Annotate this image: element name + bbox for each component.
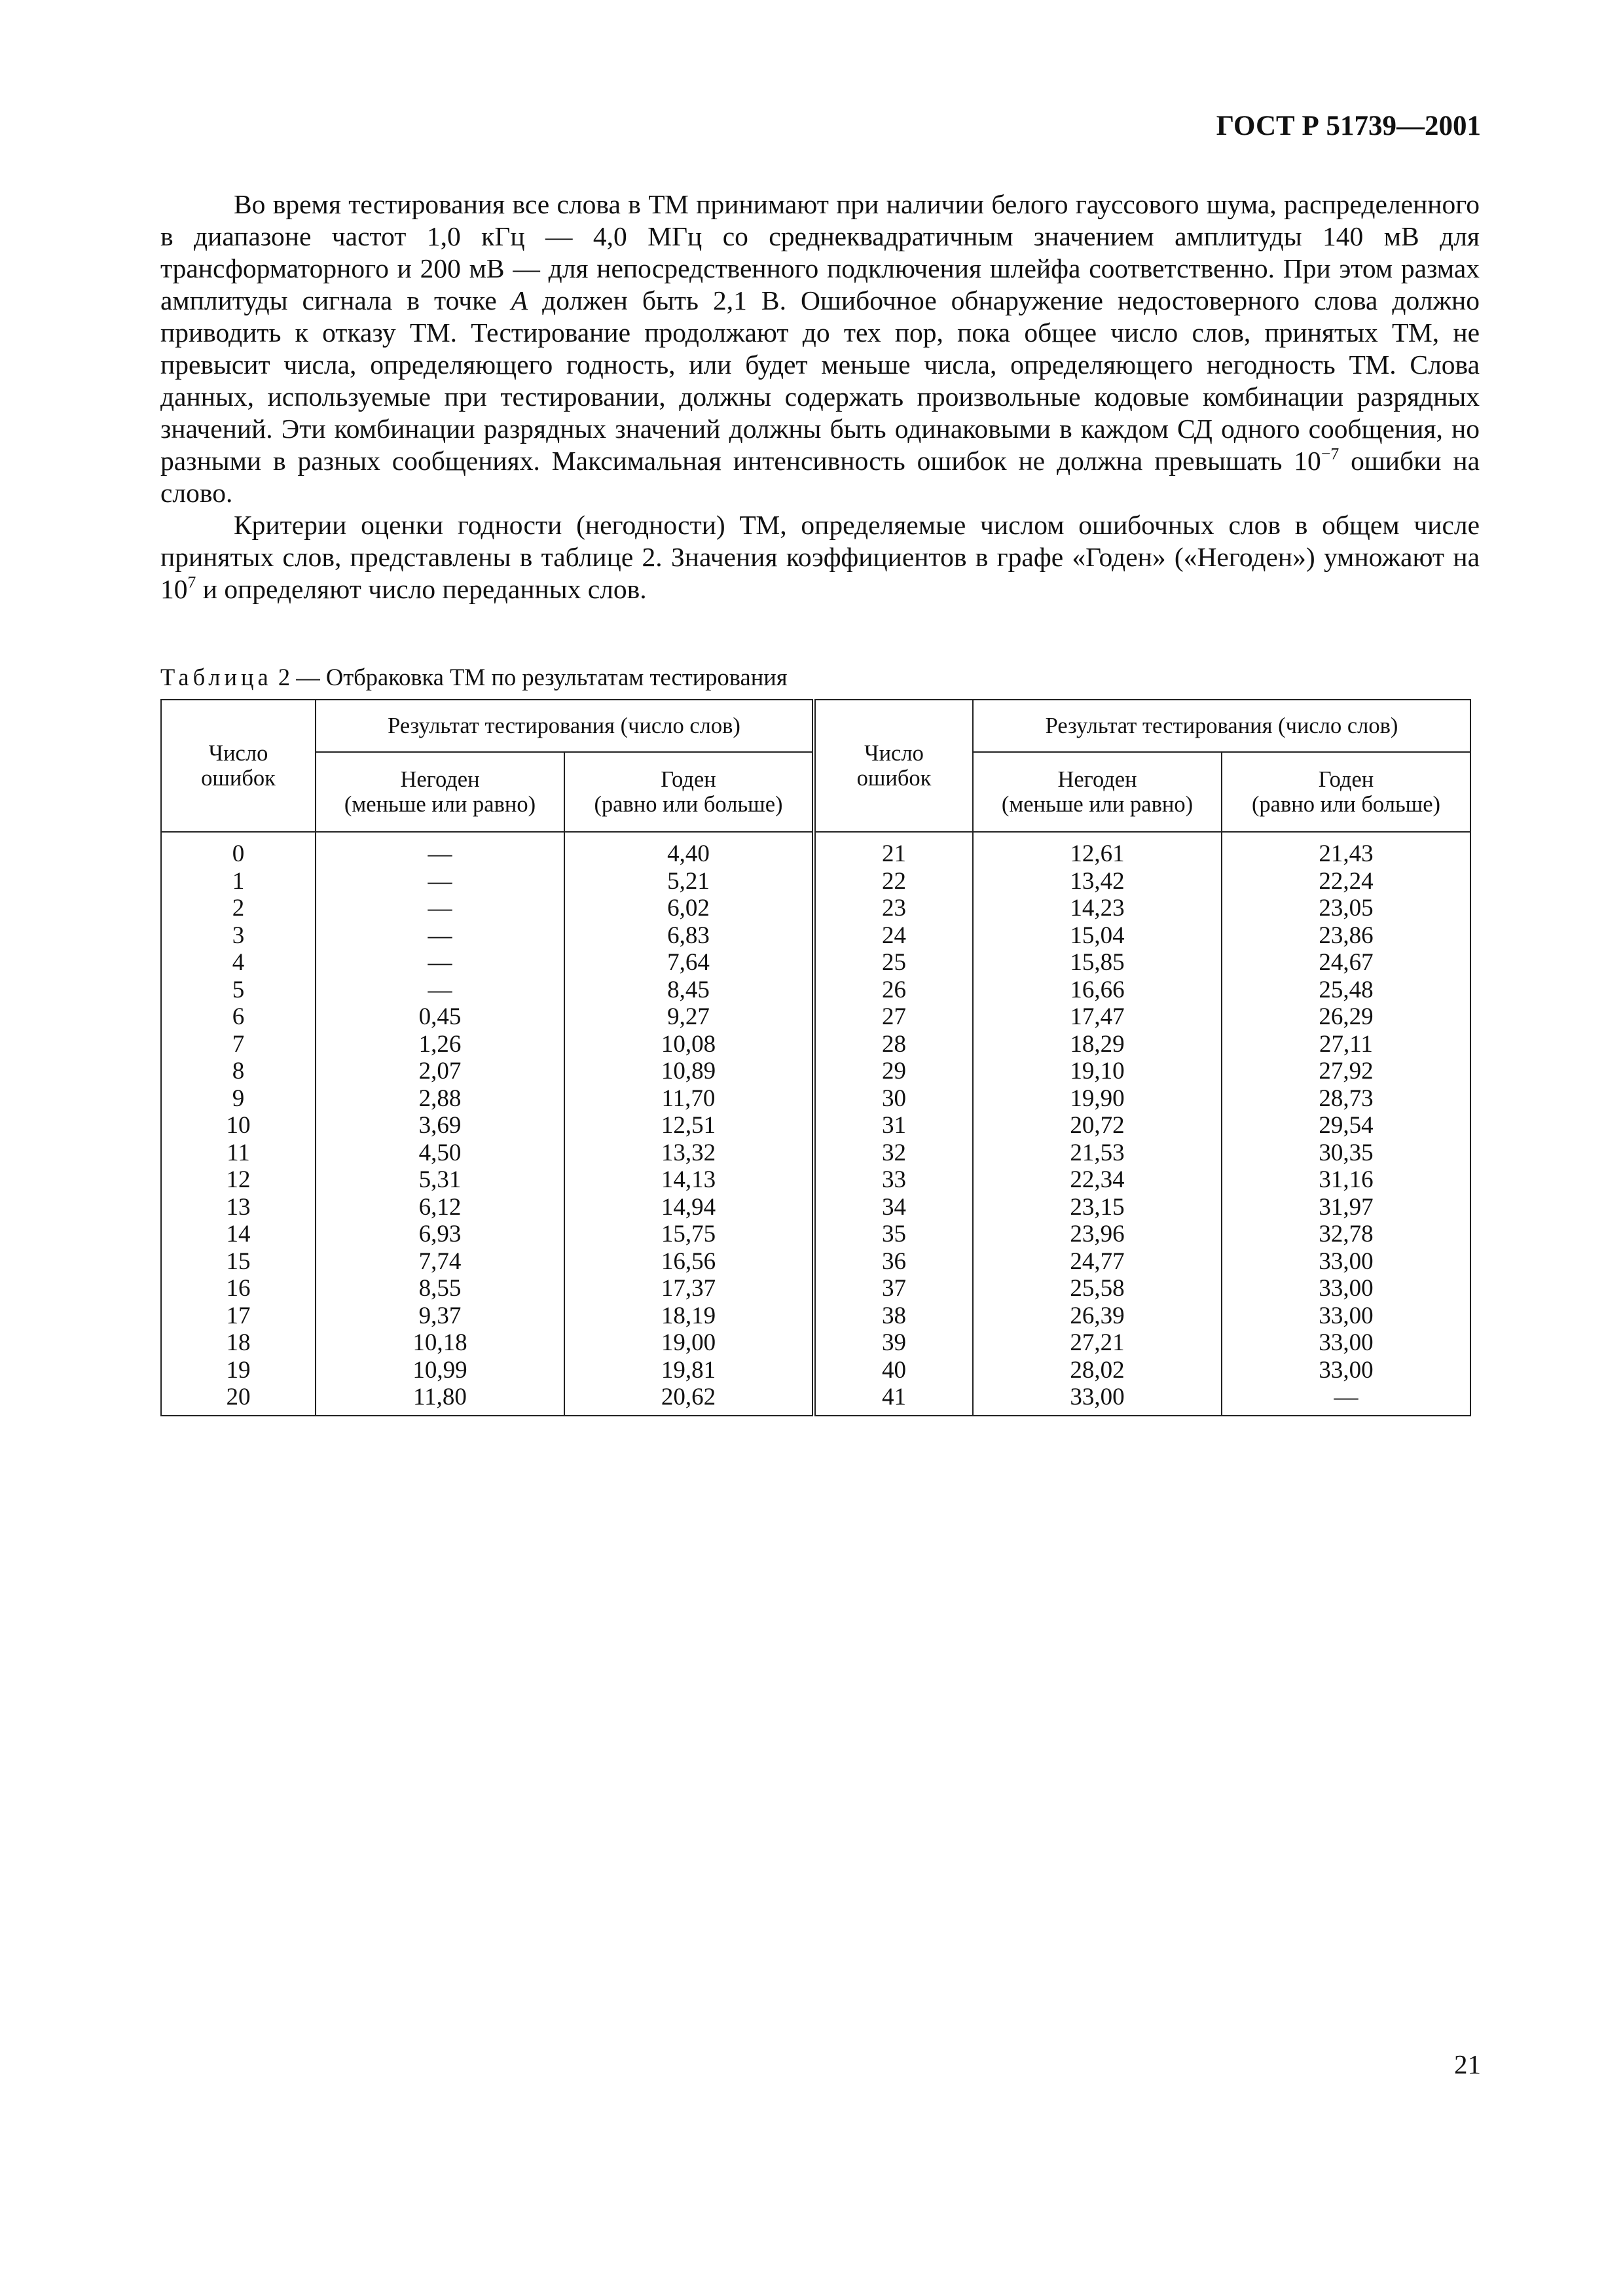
cell-errors: 22 bbox=[814, 868, 973, 895]
cell-errors: 35 bbox=[814, 1221, 973, 1248]
cell-fail: 2,07 bbox=[316, 1058, 564, 1085]
table-row bbox=[161, 977, 1470, 1004]
cell-errors: 28 bbox=[814, 1031, 973, 1058]
cell-fail: 27,21 bbox=[973, 1329, 1222, 1357]
table-caption bbox=[160, 663, 788, 692]
cell-errors: 37 bbox=[814, 1275, 973, 1302]
table-row bbox=[161, 1194, 1470, 1221]
cell-pass: 12,51 bbox=[564, 1112, 814, 1139]
table-row bbox=[161, 1031, 1470, 1058]
cell-errors: 13 bbox=[161, 1194, 316, 1221]
header-fail-label: Негоден bbox=[1057, 767, 1137, 792]
cell-errors: 29 bbox=[814, 1058, 973, 1085]
cell-fail: — bbox=[316, 895, 564, 922]
cell-pass: 28,73 bbox=[1222, 1085, 1470, 1113]
table-row bbox=[161, 1329, 1470, 1357]
cell-errors: 7 bbox=[161, 1031, 316, 1058]
cell-fail: 6,93 bbox=[316, 1221, 564, 1248]
text-run: ошибки на слово. bbox=[160, 446, 1480, 508]
header-result: Результат тестирования (число слов) bbox=[316, 700, 814, 752]
cell-errors: 27 bbox=[814, 1003, 973, 1031]
header-pass-sub: (равно или больше) bbox=[1251, 792, 1441, 817]
cell-pass: 5,21 bbox=[564, 868, 814, 895]
header-pass-sub: (равно или больше) bbox=[594, 792, 783, 817]
cell-errors: 1 bbox=[161, 868, 316, 895]
table-row bbox=[161, 1003, 1470, 1031]
table-row bbox=[161, 1058, 1470, 1085]
header-result: Результат тестирования (число слов) bbox=[973, 700, 1470, 752]
cell-errors: 11 bbox=[161, 1139, 316, 1167]
cell-fail: 17,47 bbox=[973, 1003, 1222, 1031]
cell-errors: 2 bbox=[161, 895, 316, 922]
table-row bbox=[161, 1139, 1470, 1167]
cell-pass: 21,43 bbox=[1222, 832, 1470, 868]
rejection-table bbox=[160, 699, 1471, 1416]
page-number: 21 bbox=[1454, 2049, 1481, 2079]
cell-pass: 31,16 bbox=[1222, 1166, 1470, 1194]
cell-fail: 18,29 bbox=[973, 1031, 1222, 1058]
cell-pass: 33,00 bbox=[1222, 1302, 1470, 1330]
cell-fail: 24,77 bbox=[973, 1248, 1222, 1276]
header-fail-sub: (меньше или равно) bbox=[344, 792, 536, 817]
cell-pass: 33,00 bbox=[1222, 1248, 1470, 1276]
cell-fail: 8,55 bbox=[316, 1275, 564, 1302]
point-label: А bbox=[511, 285, 528, 315]
table-row bbox=[161, 1384, 1470, 1416]
header-pass-label: Годен bbox=[1318, 767, 1374, 792]
cell-fail: 19,10 bbox=[973, 1058, 1222, 1085]
table-row bbox=[161, 1357, 1470, 1384]
cell-fail: 26,39 bbox=[973, 1302, 1222, 1330]
cell-pass: 10,08 bbox=[564, 1031, 814, 1058]
cell-pass: 17,37 bbox=[564, 1275, 814, 1302]
cell-errors: 38 bbox=[814, 1302, 973, 1330]
cell-pass: 27,11 bbox=[1222, 1031, 1470, 1058]
cell-pass: 33,00 bbox=[1222, 1357, 1470, 1384]
table-row bbox=[161, 1275, 1470, 1302]
cell-pass: 23,86 bbox=[1222, 922, 1470, 950]
cell-pass: 16,56 bbox=[564, 1248, 814, 1276]
cell-pass: 27,92 bbox=[1222, 1058, 1470, 1085]
cell-fail: 23,96 bbox=[973, 1221, 1222, 1248]
cell-fail: 9,37 bbox=[316, 1302, 564, 1330]
cell-errors: 34 bbox=[814, 1194, 973, 1221]
cell-pass: 33,00 bbox=[1222, 1329, 1470, 1357]
cell-errors: 41 bbox=[814, 1384, 973, 1416]
cell-pass: — bbox=[1222, 1384, 1470, 1416]
cell-pass: 25,48 bbox=[1222, 977, 1470, 1004]
cell-errors: 0 bbox=[161, 832, 316, 868]
header-errors: Число ошибок bbox=[814, 700, 973, 832]
document-id-header: ГОСТ Р 51739—2001 bbox=[1216, 111, 1481, 141]
cell-errors: 10 bbox=[161, 1112, 316, 1139]
cell-errors: 26 bbox=[814, 977, 973, 1004]
header-fail bbox=[316, 752, 564, 832]
cell-pass: 6,02 bbox=[564, 895, 814, 922]
cell-fail: 33,00 bbox=[973, 1384, 1222, 1416]
cell-pass: 9,27 bbox=[564, 1003, 814, 1031]
cell-errors: 25 bbox=[814, 949, 973, 977]
cell-fail: 25,58 bbox=[973, 1275, 1222, 1302]
cell-errors: 32 bbox=[814, 1139, 973, 1167]
exponent: −7 bbox=[1321, 444, 1340, 463]
table-row bbox=[161, 868, 1470, 895]
cell-pass: 30,35 bbox=[1222, 1139, 1470, 1167]
cell-errors: 12 bbox=[161, 1166, 316, 1194]
cell-fail: 14,23 bbox=[973, 895, 1222, 922]
cell-errors: 16 bbox=[161, 1275, 316, 1302]
cell-pass: 26,29 bbox=[1222, 1003, 1470, 1031]
text-run: должен быть 2,1 В. Ошибочное обнаружение недостоверного слова должно приводить к отказу ТМ. Тестирование продолжают до тех пор, пока общее число слов, принятых ТМ, не превысит числа, определяющего годность, или будет меньше числа, определяющего негодность ТМ. Слова данных, используемые при тестировании, должны содержать произвольные кодовые комбинации разрядных значений. Эти комбинации разрядных значений должны быть одинаковыми в каждом СД одного сообщения, но разными в разных сообщениях. Максимальная интенсивность ошибок не должна превышать 10 bbox=[160, 285, 1480, 476]
cell-fail: 19,90 bbox=[973, 1085, 1222, 1113]
table-row bbox=[161, 922, 1470, 950]
cell-fail: 6,12 bbox=[316, 1194, 564, 1221]
body-text bbox=[160, 188, 1480, 605]
cell-pass: 18,19 bbox=[564, 1302, 814, 1330]
cell-fail: — bbox=[316, 868, 564, 895]
cell-fail: 16,66 bbox=[973, 977, 1222, 1004]
cell-pass: 13,32 bbox=[564, 1139, 814, 1167]
cell-pass: 6,83 bbox=[564, 922, 814, 950]
cell-fail: 20,72 bbox=[973, 1112, 1222, 1139]
cell-fail: — bbox=[316, 949, 564, 977]
cell-errors: 6 bbox=[161, 1003, 316, 1031]
cell-errors: 40 bbox=[814, 1357, 973, 1384]
cell-pass: 19,81 bbox=[564, 1357, 814, 1384]
cell-pass: 10,89 bbox=[564, 1058, 814, 1085]
cell-pass: 8,45 bbox=[564, 977, 814, 1004]
cell-errors: 15 bbox=[161, 1248, 316, 1276]
table-row bbox=[161, 1248, 1470, 1276]
header-fail-label: Негоден bbox=[400, 767, 480, 792]
cell-pass: 15,75 bbox=[564, 1221, 814, 1248]
header-errors: Число ошибок bbox=[161, 700, 316, 832]
cell-pass: 4,40 bbox=[564, 832, 814, 868]
cell-fail: 23,15 bbox=[973, 1194, 1222, 1221]
table-row bbox=[161, 1112, 1470, 1139]
table-row bbox=[161, 1085, 1470, 1113]
cell-fail: — bbox=[316, 832, 564, 868]
table-row bbox=[161, 895, 1470, 922]
cell-fail: 1,26 bbox=[316, 1031, 564, 1058]
header-fail-sub: (меньше или равно) bbox=[1001, 792, 1194, 817]
cell-errors: 3 bbox=[161, 922, 316, 950]
cell-errors: 20 bbox=[161, 1384, 316, 1416]
table-caption-title: 2 — Отбраковка ТМ по результатам тестирования bbox=[272, 664, 788, 691]
cell-fail: 3,69 bbox=[316, 1112, 564, 1139]
cell-pass: 7,64 bbox=[564, 949, 814, 977]
cell-errors: 36 bbox=[814, 1248, 973, 1276]
cell-errors: 9 bbox=[161, 1085, 316, 1113]
cell-errors: 33 bbox=[814, 1166, 973, 1194]
table-row bbox=[161, 1166, 1470, 1194]
cell-fail: 10,99 bbox=[316, 1357, 564, 1384]
cell-errors: 31 bbox=[814, 1112, 973, 1139]
cell-errors: 4 bbox=[161, 949, 316, 977]
paragraph-testing-conditions bbox=[160, 188, 1480, 509]
header-pass-label: Годен bbox=[661, 767, 716, 792]
cell-errors: 5 bbox=[161, 977, 316, 1004]
cell-errors: 8 bbox=[161, 1058, 316, 1085]
header-pass bbox=[564, 752, 814, 832]
table-row bbox=[161, 1221, 1470, 1248]
cell-fail: — bbox=[316, 922, 564, 950]
cell-fail: 28,02 bbox=[973, 1357, 1222, 1384]
table-row bbox=[161, 1302, 1470, 1330]
paragraph-criteria bbox=[160, 509, 1480, 605]
cell-errors: 17 bbox=[161, 1302, 316, 1330]
cell-pass: 23,05 bbox=[1222, 895, 1470, 922]
cell-fail: 4,50 bbox=[316, 1139, 564, 1167]
cell-pass: 14,13 bbox=[564, 1166, 814, 1194]
table-row bbox=[161, 832, 1470, 868]
text-run: и определяют число переданных слов. bbox=[196, 574, 647, 604]
cell-fail: 7,74 bbox=[316, 1248, 564, 1276]
cell-fail: 15,85 bbox=[973, 949, 1222, 977]
table-caption-word: Таблица bbox=[160, 664, 272, 691]
cell-errors: 18 bbox=[161, 1329, 316, 1357]
cell-pass: 31,97 bbox=[1222, 1194, 1470, 1221]
cell-pass: 20,62 bbox=[564, 1384, 814, 1416]
cell-fail: 22,34 bbox=[973, 1166, 1222, 1194]
cell-errors: 23 bbox=[814, 895, 973, 922]
cell-fail: 10,18 bbox=[316, 1329, 564, 1357]
table-body bbox=[161, 832, 1470, 1416]
cell-errors: 19 bbox=[161, 1357, 316, 1384]
header-fail bbox=[973, 752, 1222, 832]
cell-fail: — bbox=[316, 977, 564, 1004]
cell-fail: 12,61 bbox=[973, 832, 1222, 868]
cell-fail: 5,31 bbox=[316, 1166, 564, 1194]
cell-errors: 39 bbox=[814, 1329, 973, 1357]
cell-pass: 29,54 bbox=[1222, 1112, 1470, 1139]
cell-errors: 14 bbox=[161, 1221, 316, 1248]
cell-fail: 2,88 bbox=[316, 1085, 564, 1113]
cell-pass: 33,00 bbox=[1222, 1275, 1470, 1302]
cell-pass: 32,78 bbox=[1222, 1221, 1470, 1248]
cell-pass: 24,67 bbox=[1222, 949, 1470, 977]
cell-errors: 30 bbox=[814, 1085, 973, 1113]
cell-pass: 11,70 bbox=[564, 1085, 814, 1113]
cell-fail: 0,45 bbox=[316, 1003, 564, 1031]
cell-pass: 14,94 bbox=[564, 1194, 814, 1221]
table-row bbox=[161, 949, 1470, 977]
exponent: 7 bbox=[187, 572, 196, 592]
cell-pass: 19,00 bbox=[564, 1329, 814, 1357]
cell-errors: 21 bbox=[814, 832, 973, 868]
cell-fail: 21,53 bbox=[973, 1139, 1222, 1167]
text-run: Во время тестирования все слова в ТМ принимают при наличии белого гауссового шума, распределенного в диапазоне частот 1,0 кГц — 4,0 МГц со среднеквадратичным значением амплитуды 140 мВ для трансформаторного и 200 мВ — для непосредственного подключения шлейфа соответственно. При этом размах амплитуды сигнала в точке bbox=[160, 189, 1480, 315]
header-pass bbox=[1222, 752, 1470, 832]
cell-fail: 15,04 bbox=[973, 922, 1222, 950]
cell-errors: 24 bbox=[814, 922, 973, 950]
cell-fail: 11,80 bbox=[316, 1384, 564, 1416]
cell-fail: 13,42 bbox=[973, 868, 1222, 895]
cell-pass: 22,24 bbox=[1222, 868, 1470, 895]
text-run: Критерии оценки годности (негодности) ТМ, определяемые числом ошибочных слов в общем числе принятых слов, представлены в таблице 2. Значения коэффициентов в графе «Годен» («Негоден») умножают на 10 bbox=[160, 510, 1480, 604]
